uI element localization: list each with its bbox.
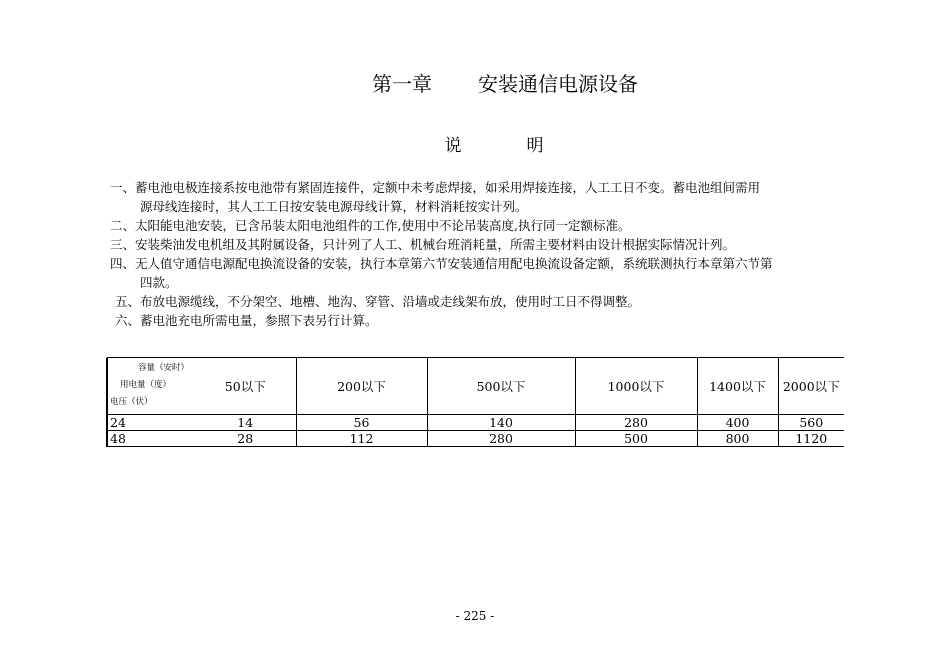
note-label: 一、 — [110, 180, 136, 195]
voltage-cell: 48 — [107, 431, 195, 447]
header-diagonal-cell — [107, 358, 195, 415]
value-cell: 56 — [296, 415, 427, 431]
note-label: 三、 — [110, 237, 136, 252]
note-text: 安装柴油发电机组及其附属设备，只计列了人工、机械台班消耗量，所需主要材料由设计根据实际情况计列。 — [135, 237, 736, 252]
header-usage-label: 用电量（度） — [120, 379, 172, 390]
value-cell: 400 — [697, 415, 778, 431]
note-text: 布放电源缆线，不分架空、地槽、地沟、穿管、沿墙或走线架布放，使用时工日不得调整。 — [140, 294, 641, 309]
header-voltage-label: 电压（伏） — [110, 396, 153, 407]
value-cell: 280 — [575, 415, 697, 431]
chapter-number: 第一章 — [372, 72, 432, 96]
voltage-cell: 24 — [107, 415, 195, 431]
note-label: 六、 — [115, 313, 141, 328]
column-header: 1000以下 — [575, 358, 697, 415]
section-title: 说 明 — [444, 136, 568, 156]
note-text: 蓄电池充电所需电量，参照下表另行计算。 — [140, 313, 378, 328]
value-cell: 112 — [296, 431, 427, 447]
column-header: 500以下 — [427, 358, 575, 415]
note-item — [110, 311, 878, 330]
chapter-name: 安装通信电源设备 — [478, 72, 638, 96]
notes-list — [110, 178, 878, 330]
value-cell: 14 — [195, 415, 296, 431]
note-label: 四、 — [110, 256, 136, 271]
note-item — [110, 292, 878, 311]
note-text: 太阳能电池安装，已含吊装太阳电池组件的工作,使用中不论吊装高度,执行同一定额标准。 — [135, 218, 631, 233]
page-number: - 225 - — [455, 609, 495, 623]
value-cell: 560 — [778, 415, 844, 431]
note-continuation: 四款。 — [140, 275, 178, 290]
table-row — [107, 415, 844, 431]
value-cell: 28 — [195, 431, 296, 447]
chapter-title — [0, 68, 950, 97]
column-header: 200以下 — [296, 358, 427, 415]
header-capacity-label: 容量（安时） — [138, 362, 190, 373]
value-cell: 140 — [427, 415, 575, 431]
note-text: 无人值守通信电源配电换流设备的安装，执行本章第六节安装通信用配电换流设备定额，系统联测执行本章第六节第 — [135, 256, 773, 271]
note-item — [110, 216, 878, 235]
note-continuation: 源母线连接时，其人工工日按安装电源母线计算，材料消耗按实计列。 — [140, 199, 528, 214]
note-label: 五、 — [115, 294, 141, 309]
note-item — [110, 178, 878, 197]
note-label: 二、 — [110, 218, 136, 233]
table-header-row — [107, 358, 844, 415]
column-header: 50以下 — [195, 358, 296, 415]
note-item — [110, 235, 878, 254]
value-cell: 1120 — [778, 431, 844, 447]
value-cell: 800 — [697, 431, 778, 447]
value-cell: 280 — [427, 431, 575, 447]
value-cell: 500 — [575, 431, 697, 447]
note-text: 蓄电池电极连接系按电池带有紧固连接件，定额中未考虑焊接，如采用焊接连接，人工工日不变。蓄电池组间需用 — [135, 180, 761, 195]
table-row — [107, 431, 844, 447]
column-header: 2000以下 — [782, 378, 840, 394]
column-header: 1400以下 — [697, 358, 778, 415]
note-item — [110, 254, 878, 273]
charging-power-table — [106, 357, 844, 447]
